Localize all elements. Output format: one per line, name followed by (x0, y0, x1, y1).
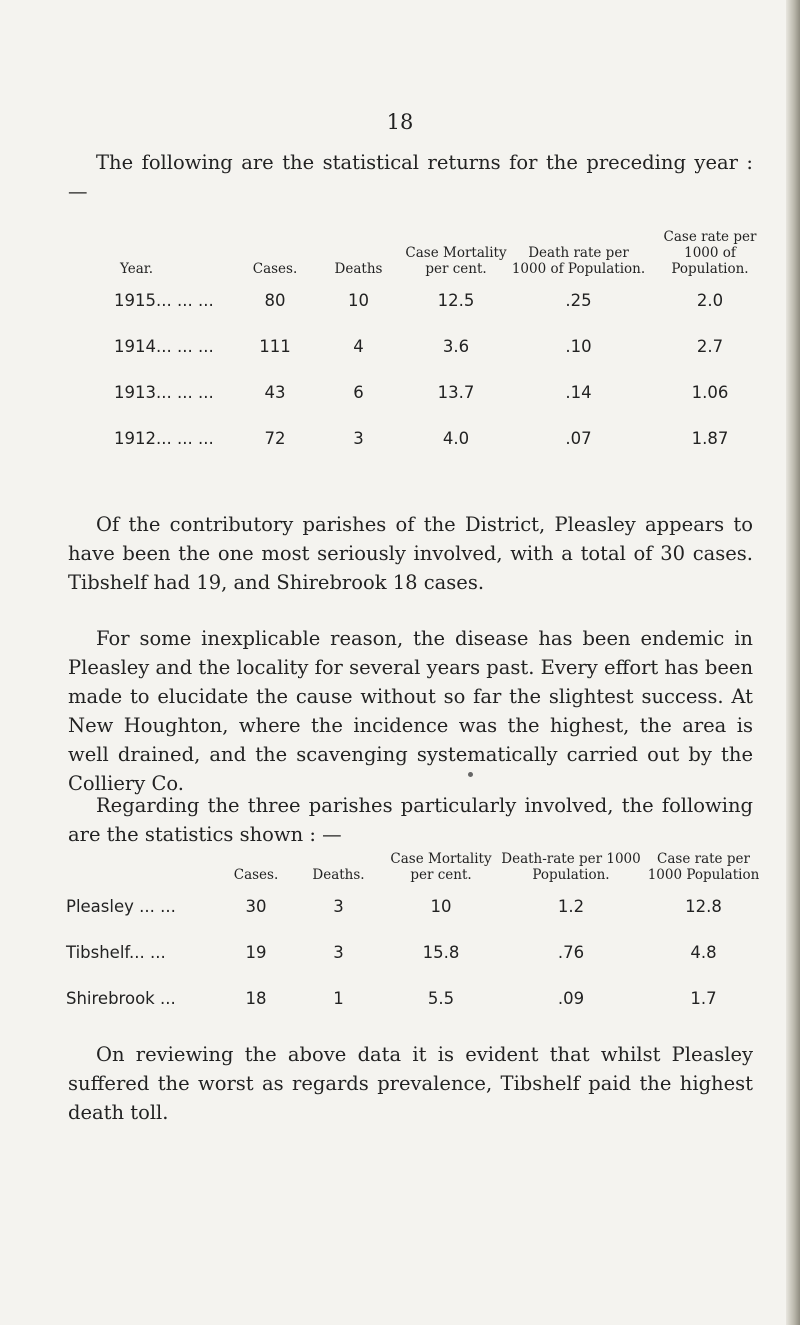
stray-ink-dot (468, 772, 473, 777)
table-row (66, 883, 766, 929)
case-mortality-cell: 3.6 (442, 336, 470, 356)
case-mortality-cell: 12.5 (437, 290, 475, 310)
cases-cell: 18 (245, 988, 267, 1008)
year-cell: 1912... ... ... (114, 428, 214, 448)
case-mortality-cell: 4.0 (442, 428, 470, 448)
column-header: Deaths. (312, 867, 365, 883)
page-edge-shadow (786, 0, 800, 1325)
deaths-cell: 3 (353, 428, 364, 448)
intro-text: The following are the statistical returns for the preceding year : — (68, 151, 753, 203)
table-row (66, 929, 766, 975)
case-mortality-cell: 15.8 (422, 942, 460, 962)
deaths-cell: 6 (353, 382, 364, 402)
paragraph-text: For some inexplicable reason, the disease has been endemic in Pleasley and the locality for several years past. Every effort has been made to elucidate the cause without so far the slightest success. At New Houghton, where the incidence was the highest, the area is well drained, and the scavenging systematically carried out by the Colliery Co. (68, 627, 753, 795)
cases-cell: 19 (245, 942, 267, 962)
intro-paragraph (68, 148, 753, 206)
deaths-cell: 3 (333, 942, 344, 962)
year-cell: 1914... ... ... (114, 336, 214, 356)
statistics-table-by-parish (66, 830, 766, 1021)
paragraph-endemic-disease (68, 624, 753, 798)
death-rate-cell: .09 (557, 988, 585, 1008)
cases-cell: 72 (264, 428, 286, 448)
death-rate-cell: .14 (565, 382, 592, 402)
column-header: Cases. (252, 261, 298, 277)
parish-cell: Shirebrook ... (66, 988, 176, 1008)
paragraph-text: Of the contributory parishes of the District, Pleasley appears to have been the one most seriously involved, with a total of 30 cases. Tibshelf had 19, and Shirebrook 18 cases. (68, 513, 753, 594)
paragraph-text: Regarding the three parishes particularly involved, the following are the statistics shown : — (68, 794, 753, 846)
column-header: Case rate per 1000 of Population. (663, 229, 757, 277)
cases-cell: 30 (245, 896, 267, 916)
column-header: Case Mortality per cent. (405, 245, 507, 277)
table-row (114, 277, 774, 323)
deaths-cell: 1 (333, 988, 344, 1008)
case-rate-cell: 1.87 (691, 428, 729, 448)
case-rate-cell: 2.7 (696, 336, 724, 356)
deaths-cell: 4 (353, 336, 364, 356)
paragraph-text: On reviewing the above data it is evident that whilst Pleasley suffered the worst as regards prevalence, Tibshelf paid the highest death toll. (68, 1043, 753, 1124)
death-rate-cell: .07 (565, 428, 592, 448)
column-header: Cases. (233, 867, 279, 883)
table-header-row (66, 830, 766, 883)
table-row (114, 323, 774, 369)
deaths-cell: 10 (348, 290, 369, 310)
parish-cell: Pleasley ... ... (66, 896, 176, 916)
death-rate-cell: 1.2 (557, 896, 585, 916)
parish-cell: Tibshelf... ... (66, 942, 166, 962)
death-rate-cell: .76 (557, 942, 585, 962)
case-mortality-cell: 13.7 (437, 382, 475, 402)
table-header-row (114, 203, 774, 277)
column-header: Deaths (334, 261, 383, 277)
table-row (114, 369, 774, 415)
cases-cell: 43 (264, 382, 286, 402)
case-rate-cell: 12.8 (685, 896, 722, 916)
case-rate-cell: 2.0 (696, 290, 724, 310)
column-header (66, 830, 216, 883)
column-header: Case rate per 1000 Population (647, 851, 760, 883)
statistics-table-by-year (114, 203, 774, 461)
case-rate-cell: 1.06 (691, 382, 729, 402)
deaths-cell: 3 (333, 896, 344, 916)
death-rate-cell: .10 (565, 336, 592, 356)
column-header: Case Mortality per cent. (390, 851, 492, 883)
paragraph-conclusion (68, 1040, 753, 1127)
death-rate-cell: .25 (565, 290, 592, 310)
case-mortality-cell: 10 (430, 896, 452, 916)
column-header: Year. (120, 261, 154, 277)
case-rate-cell: 1.7 (690, 988, 717, 1008)
cases-cell: 111 (259, 336, 291, 356)
table-row (66, 975, 766, 1021)
column-header: Death rate per 1000 of Population. (511, 245, 646, 277)
case-rate-cell: 4.8 (690, 942, 717, 962)
year-cell: 1913... ... ... (114, 382, 214, 402)
page-number: 18 (386, 110, 414, 134)
cases-cell: 80 (264, 290, 286, 310)
table-row (114, 415, 774, 461)
year-cell: 1915... ... ... (114, 290, 214, 310)
case-mortality-cell: 5.5 (427, 988, 455, 1008)
paragraph-contributory-parishes (68, 510, 753, 597)
column-header: Death-rate per 1000 Population. (501, 851, 641, 883)
